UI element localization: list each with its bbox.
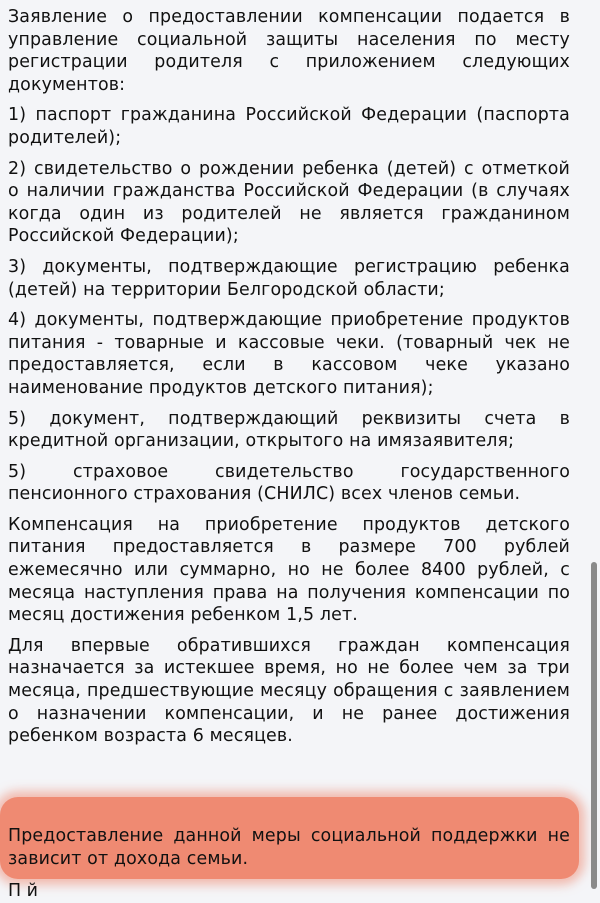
- list-item-bank-account: 5) документ, подтверждающий реквизиты счета в кредитной организации, открытого на имязаявителя;: [8, 408, 570, 452]
- scrollbar-thumb[interactable]: [591, 562, 597, 889]
- document-body: [8, 0, 570, 756]
- highlight-note: Предоставление данной меры социальной поддержки не зависит от дохода семьи.: [8, 826, 570, 869]
- list-item-registration-docs: 3) документы, подтверждающие регистрацию ребенка (детей) на территории Белгородской области;: [8, 256, 570, 300]
- paragraph-intro: Заявление о предоставлении компенсации подается в управление социальной защиты населения по месту регистрации родителя с приложением следующих документов:: [8, 7, 570, 95]
- list-item-purchase-receipts: 4) документы, подтверждающие приобретение продуктов питания - товарные и кассовые чеки. (товарный чек не предоставляется, если в кассовом чеке указано наименование продуктов детского питания);: [8, 310, 570, 398]
- list-item-passport: 1) паспорт гражданина Российской Федерации (паспорта родителей);: [8, 105, 570, 148]
- cutoff-paragraph: П й: [8, 881, 38, 901]
- paragraph-first-time-applicants: Для впервые обратившихся граждан компенсация назначается за истекшее время, но не более чем за три месяца, предшествующие месяцу обращения с заявлением о назначении компенсации, и не ранее достижения ребенком возраста 6 месяцев.: [8, 635, 570, 747]
- paragraph-compensation-amount: Компенсация на приобретение продуктов детского питания предоставляется в размере 700 рублей ежемесячно или суммарно, но не более 8400 рублей, с месяца наступления права на получения компенсации по месяц достижения ребенком 1,5 лет.: [8, 514, 570, 626]
- list-item-snils: 5) страховое свидетельство государственного пенсионного страхования (СНИЛС) всех членов семьи.: [8, 461, 570, 505]
- list-item-birth-certificate: 2) свидетельство о рождении ребенка (детей) с отметкой о наличии гражданства Российской Федерации (в случаях когда один из родителей не является гражданином Российской Федерации);: [8, 158, 570, 247]
